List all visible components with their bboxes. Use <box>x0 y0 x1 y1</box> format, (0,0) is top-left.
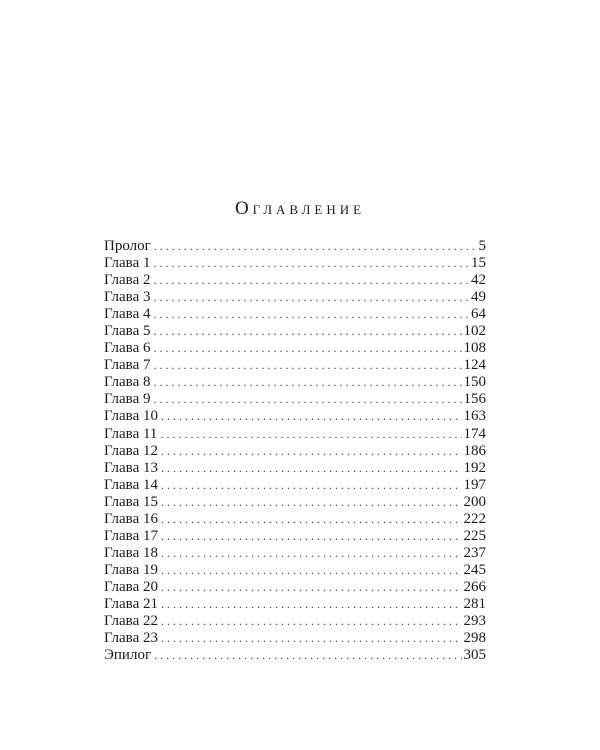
toc-entry-page: 237 <box>463 544 486 561</box>
toc-dot-leader <box>153 374 461 391</box>
toc-entry <box>104 374 486 391</box>
toc-entry-page: 156 <box>463 391 486 408</box>
toc-dot-leader <box>161 579 462 596</box>
toc-entry <box>104 511 486 528</box>
toc-entry-page: 305 <box>463 647 486 664</box>
toc-entry-page: 64 <box>471 306 486 323</box>
toc-entry <box>104 460 486 477</box>
toc-entry <box>104 391 486 408</box>
toc-entry-label: Глава 14 <box>104 476 158 493</box>
toc-entry <box>104 426 486 443</box>
toc-entry-label: Глава 17 <box>104 527 158 544</box>
toc-entry-label: Пролог <box>104 238 151 254</box>
toc-entry-label: Глава 21 <box>104 595 158 612</box>
toc-entry <box>104 255 486 272</box>
toc-dot-leader <box>154 238 477 255</box>
toc-dot-leader <box>153 255 469 272</box>
toc-entry-page: 200 <box>463 493 486 510</box>
toc-entry-label: Глава 4 <box>104 306 151 323</box>
toc-entry-page: 245 <box>463 561 486 578</box>
toc-dot-leader <box>153 357 461 374</box>
toc-entry-page: 42 <box>471 272 486 289</box>
toc-entry <box>104 647 486 664</box>
toc-entry <box>104 579 486 596</box>
toc-entry <box>104 238 486 255</box>
toc-dot-leader <box>153 306 469 323</box>
toc-entry-label: Глава 9 <box>104 391 151 408</box>
toc-entry-page: 266 <box>463 578 486 595</box>
toc-entry-page: 192 <box>463 459 486 476</box>
toc-dot-leader <box>161 494 462 511</box>
toc-dot-leader <box>161 443 462 460</box>
toc-entry-label: Глава 7 <box>104 357 151 374</box>
toc-dot-leader <box>161 630 462 647</box>
toc-entry-label: Глава 5 <box>104 323 151 340</box>
toc-dot-leader <box>153 323 461 340</box>
toc-entry-page: 197 <box>463 476 486 493</box>
toc-entry-page: 293 <box>463 613 486 630</box>
toc-entry-label: Глава 18 <box>104 544 158 561</box>
toc-dot-leader <box>161 511 462 528</box>
toc-entry-page: 163 <box>463 408 486 425</box>
toc-entry-label: Глава 6 <box>104 340 151 357</box>
toc-entry <box>104 477 486 494</box>
toc-entry <box>104 272 486 289</box>
toc-entry-page: 186 <box>463 442 486 459</box>
toc-dot-leader <box>161 545 462 562</box>
toc-entry-page: 108 <box>463 340 486 357</box>
toc-entry-label: Глава 3 <box>104 289 151 306</box>
toc-dot-leader <box>153 289 469 306</box>
toc-entry <box>104 306 486 323</box>
toc-dot-leader <box>161 477 462 494</box>
toc-entry <box>104 545 486 562</box>
toc-entry <box>104 340 486 357</box>
toc-entry <box>104 630 486 647</box>
toc-dot-leader <box>161 460 462 477</box>
toc-entry-page: 150 <box>463 374 486 391</box>
toc-entry-label: Глава 8 <box>104 374 151 391</box>
toc-entry-label: Глава 10 <box>104 408 158 425</box>
toc-entry-label: Глава 11 <box>104 425 158 442</box>
toc-entry-label: Глава 15 <box>104 493 158 510</box>
toc-entry-label: Эпилог <box>104 647 152 664</box>
toc-entry-page: 281 <box>463 595 486 612</box>
toc-entry-label: Глава 19 <box>104 561 158 578</box>
toc-entry-label: Глава 16 <box>104 510 158 527</box>
toc-entry-label: Глава 2 <box>104 272 151 289</box>
toc-entry-page: 298 <box>463 630 486 647</box>
toc-entry-page: 5 <box>478 238 486 254</box>
table-of-contents <box>104 238 486 664</box>
toc-entry <box>104 323 486 340</box>
toc-entry-label: Глава 12 <box>104 442 158 459</box>
toc-dot-leader <box>153 272 469 289</box>
toc-entry-page: 222 <box>463 510 486 527</box>
toc-dot-leader <box>161 528 462 545</box>
toc-entry-label: Глава 22 <box>104 613 158 630</box>
toc-dot-leader <box>161 613 462 630</box>
toc-entry <box>104 357 486 374</box>
toc-dot-leader <box>154 647 461 664</box>
toc-entry <box>104 289 486 306</box>
toc-entry <box>104 443 486 460</box>
toc-entry <box>104 562 486 579</box>
toc-entry <box>104 408 486 425</box>
toc-entry-label: Глава 1 <box>104 255 151 272</box>
toc-entry <box>104 494 486 511</box>
toc-dot-leader <box>153 340 461 357</box>
toc-entry-page: 124 <box>463 357 486 374</box>
toc-entry-page: 225 <box>463 527 486 544</box>
toc-dot-leader <box>161 408 462 425</box>
toc-entry-label: Глава 23 <box>104 630 158 647</box>
toc-entry <box>104 596 486 613</box>
toc-entry-label: Глава 20 <box>104 578 158 595</box>
toc-entry <box>104 528 486 545</box>
toc-entry-page: 49 <box>471 289 486 306</box>
toc-dot-leader <box>161 562 462 579</box>
page-title: Оглавление <box>234 198 366 219</box>
toc-entry-page: 15 <box>471 255 486 272</box>
toc-entry <box>104 613 486 630</box>
toc-dot-leader <box>160 426 461 443</box>
toc-entry-page: 174 <box>463 425 486 442</box>
toc-entry-page: 102 <box>463 323 486 340</box>
toc-entry-label: Глава 13 <box>104 459 158 476</box>
toc-dot-leader <box>153 391 461 408</box>
toc-dot-leader <box>161 596 462 613</box>
